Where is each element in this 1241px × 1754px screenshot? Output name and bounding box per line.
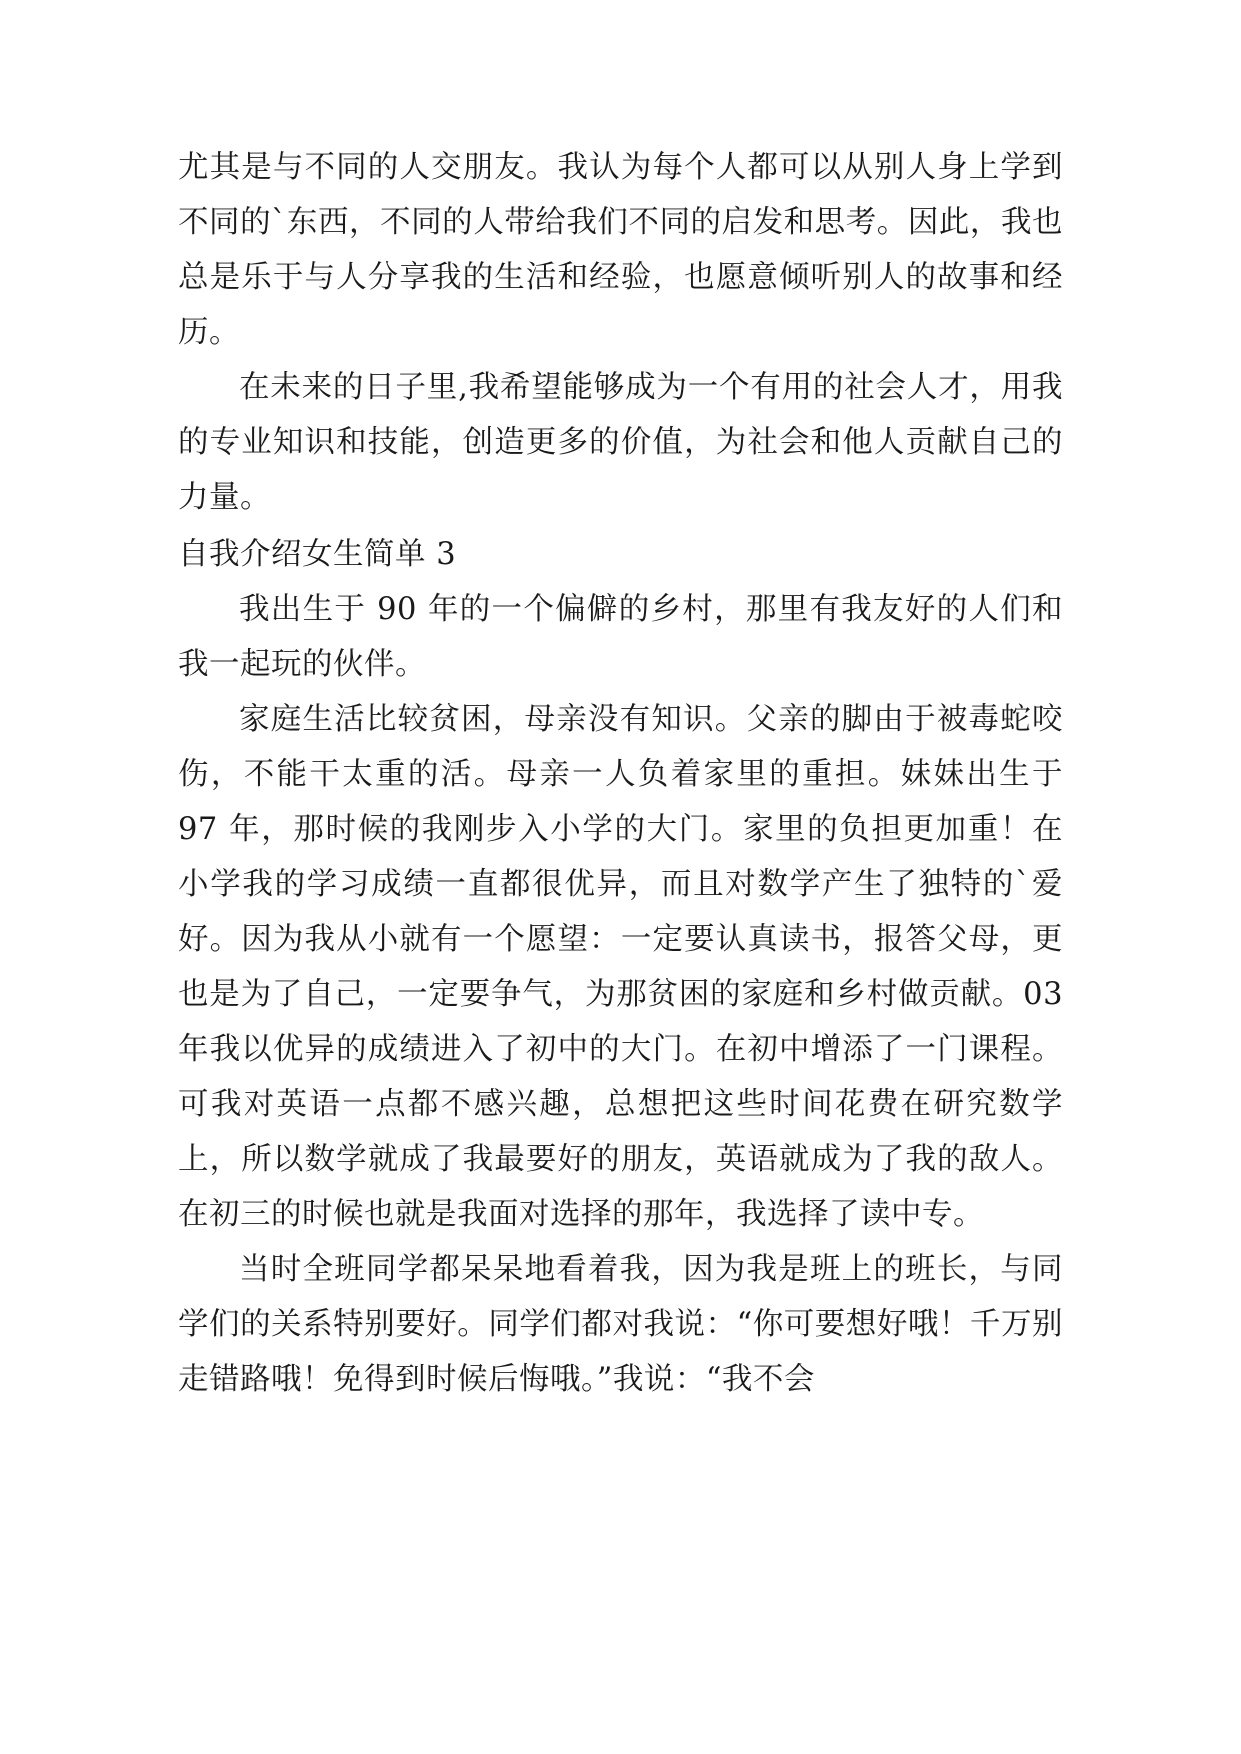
heading-self-introduction-3: 自我介绍女生简单 3 xyxy=(178,537,457,572)
paragraph-family-life: 家庭生活比较贫困，母亲没有知识。父亲的脚由于被毒蛇咬伤，不能干太重的活。母亲一人负着家里的重担。妹妹出生于 97 年，那时候的我刚步入小学的大门。家里的负担更加重！在小学我的学习成绩一直都很优异，而且对数学产生了独特的`爱好。因为我从小就有一个愿望：一定要认真读书，报答父母，更也是为了自己，一定要争气，为那贫困的家庭和乡村做贡献。03 年我以优异的成绩进入了初中的大门。在初中增添了一门课程。可我对英语一点都不感兴趣，总想把这些时间花费在研究数学上，所以数学就成了我最要好的朋友，英语就成为了我的敌人。在初三的时候也就是我面对选择的那年，我选择了读中专。 xyxy=(178,702,1063,1232)
paragraph-classmates: 当时全班同学都呆呆地看着我，因为我是班上的班长，与同学们的关系特别要好。同学们都对我说：“你可要想好哦！千万别走错路哦！免得到时候后悔哦。”我说：“我不会 xyxy=(178,1252,1063,1397)
paragraph-birthplace: 我出生于 90 年的一个偏僻的乡村，那里有我友好的人们和我一起玩的伙伴。 xyxy=(178,592,1063,682)
paragraph-friendship-continued: 尤其是与不同的人交朋友。我认为每个人都可以从别人身上学到不同的`东西，不同的人带给我们不同的启发和思考。因此，我也总是乐于与人分享我的生活和经验，也愿意倾听别人的故事和经历。 xyxy=(178,150,1063,350)
document-body xyxy=(178,140,1063,1407)
paragraph-future-wish: 在未来的日子里,我希望能够成为一个有用的社会人才，用我的专业知识和技能，创造更多的价值，为社会和他人贡献自己的力量。 xyxy=(178,370,1063,515)
